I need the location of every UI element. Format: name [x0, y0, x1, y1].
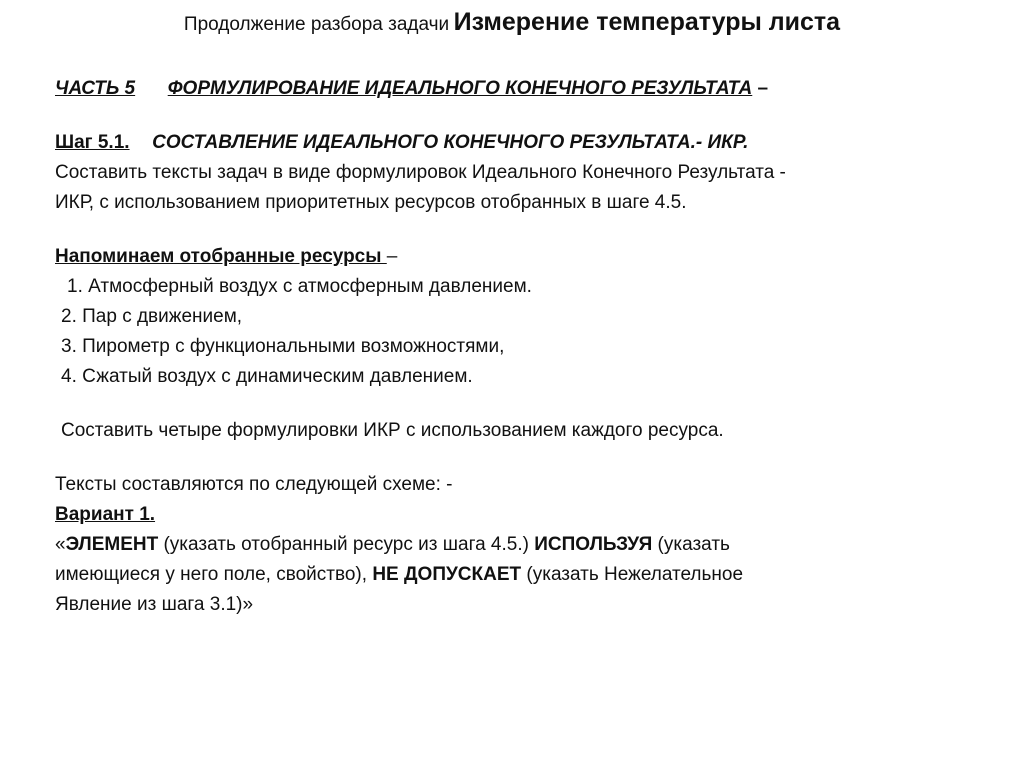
resources-heading-text: Напоминаем отобранные ресурсы	[55, 246, 387, 267]
variant-label-line	[55, 500, 1000, 530]
part-dash: –	[752, 78, 769, 99]
step-text-line-1: Составить тексты задач в виде формулировок Идеального Конечного Результата -	[55, 162, 786, 183]
scheme-line-2	[55, 560, 1000, 590]
variant-label: Вариант 1.	[55, 504, 156, 525]
scheme-line2-start: имеющиеся у него поле, свойство),	[55, 564, 373, 585]
step-heading	[55, 128, 1000, 158]
resource-item: 4. Сжатый воздух с динамическим давлением.	[61, 366, 473, 387]
scheme-line-3: Явление из шага 3.1)»	[55, 594, 254, 615]
title-main: Измерение температуры листа	[453, 8, 841, 36]
scheme-element: ЭЛЕМЕНТ	[65, 534, 159, 555]
resource-item: 2. Пар с движением,	[61, 306, 243, 327]
scheme-quote-open: «	[55, 534, 66, 555]
step-title: СОСТАВЛЕНИЕ ИДЕАЛЬНОГО КОНЕЧНОГО РЕЗУЛЬТАТА.- ИКР.	[152, 132, 749, 153]
resources-heading	[55, 242, 1000, 272]
slide-body	[55, 74, 1000, 620]
scheme-using: ИСПОЛЬЗУЯ	[534, 534, 653, 555]
scheme-line2-end: (указать Нежелательное	[521, 564, 744, 585]
scheme-intro: Тексты составляются по следующей схеме: -	[55, 474, 453, 495]
scheme-line-1	[55, 530, 1000, 560]
resource-item: 1. Атмосферный воздух с атмосферным давлением.	[67, 276, 532, 297]
scheme-line1-end: (указать	[652, 534, 730, 555]
part-label: ЧАСТЬ 5	[55, 78, 136, 99]
resource-item: 3. Пирометр с функциональными возможностями,	[61, 336, 505, 357]
resources-heading-dash: –	[386, 246, 398, 267]
task-text: Составить четыре формулировки ИКР с использованием каждого ресурса.	[61, 420, 724, 441]
step-label: Шаг 5.1.	[55, 132, 130, 153]
title-prefix: Продолжение разбора задачи	[183, 14, 450, 35]
part-heading	[55, 74, 1000, 104]
part-title: ФОРМУЛИРОВАНИЕ ИДЕАЛЬНОГО КОНЕЧНОГО РЕЗУЛЬТАТА	[167, 78, 753, 99]
slide-title	[0, 8, 1024, 37]
scheme-not-allow: НЕ ДОПУСКАЕТ	[372, 564, 522, 585]
step-text-line-2: ИКР, с использованием приоритетных ресурсов отобранных в шаге 4.5.	[55, 192, 687, 213]
scheme-line1-mid: (указать отобранный ресурс из шага 4.5.)	[158, 534, 535, 555]
